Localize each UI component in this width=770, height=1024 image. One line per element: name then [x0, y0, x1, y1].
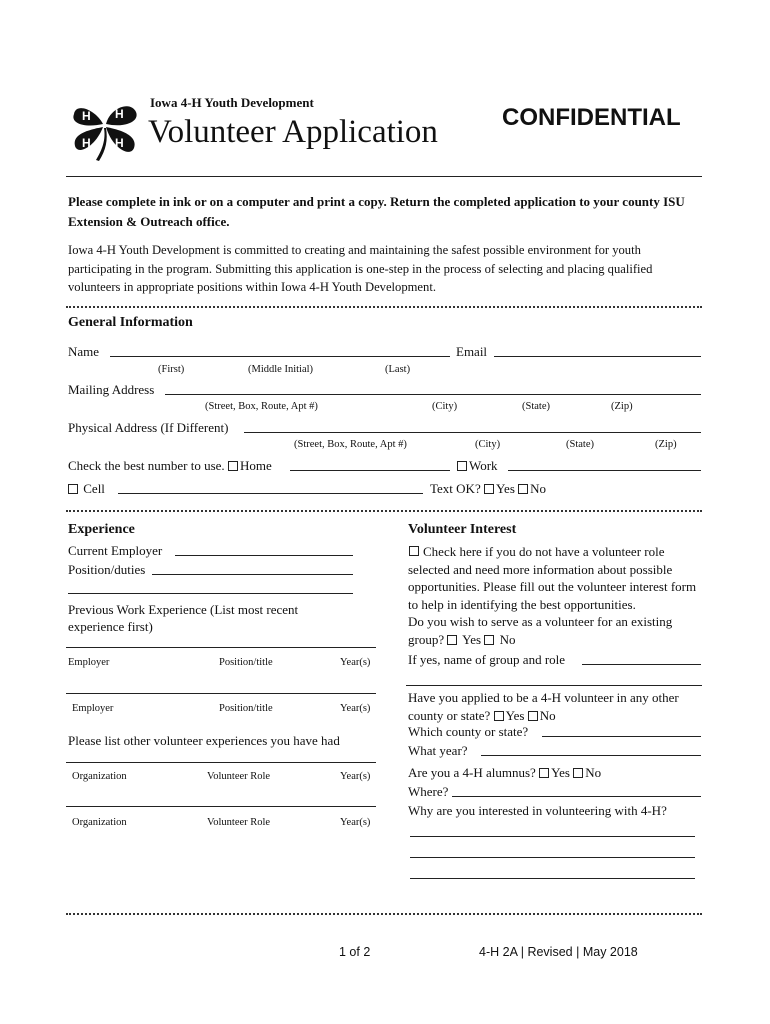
general-heading: General Information	[68, 315, 193, 330]
alumnus-yes-checkbox[interactable]	[539, 768, 549, 778]
which-county-label: Which county or state?	[408, 724, 529, 739]
mailing-sub-city: (City)	[432, 401, 458, 412]
position-duties-label: Position/duties	[68, 562, 146, 577]
group-role-label: If yes, name of group and role	[408, 652, 566, 667]
name-sub-middle: (Middle Initial)	[248, 364, 314, 375]
applied-no-checkbox[interactable]	[528, 711, 538, 721]
confidential-label: CONFIDENTIAL	[502, 104, 681, 131]
vol-col-role-1: Volunteer Role	[207, 771, 271, 782]
existing-yes-checkbox[interactable]	[447, 635, 457, 645]
footer-sep: |	[576, 945, 580, 959]
cell-checkbox[interactable]	[68, 484, 78, 494]
what-year-label: What year?	[408, 743, 468, 758]
cell-label: Cell	[83, 481, 105, 496]
work-option	[457, 458, 498, 474]
position-duties-field-2[interactable]	[68, 581, 353, 594]
why-label: Why are you interested in volunteering with 4-H?	[408, 803, 667, 818]
vol-row-2-line[interactable]	[66, 806, 376, 807]
existing-no-label: No	[499, 632, 516, 647]
page-number: 1 of 2	[339, 945, 371, 959]
home-phone-field[interactable]	[290, 458, 450, 471]
page-title: Volunteer Application	[148, 114, 438, 150]
section-divider	[66, 510, 702, 512]
existing-group-question	[408, 613, 700, 649]
name-sub-first: (First)	[158, 364, 185, 375]
name-field[interactable]	[110, 344, 450, 357]
mailing-sub-state: (State)	[522, 401, 550, 412]
experience-heading: Experience	[68, 522, 135, 537]
vol-row-1-line[interactable]	[66, 762, 376, 763]
org-name: Iowa 4-H Youth Development	[150, 95, 314, 110]
work-row-1-line[interactable]	[66, 647, 376, 648]
physical-address-field[interactable]	[244, 420, 701, 433]
text-ok-yes-checkbox[interactable]	[484, 484, 494, 494]
mailing-sub-street: (Street, Box, Route, Apt #)	[205, 401, 318, 412]
mailing-sub-zip: (Zip)	[611, 401, 633, 412]
svg-text:H: H	[82, 136, 91, 150]
vol-col-years-2: Year(s)	[340, 817, 371, 828]
alumnus-label: Are you a 4-H alumnus?	[408, 765, 536, 780]
section-divider	[66, 913, 702, 915]
work-label: Work	[469, 458, 498, 473]
applied-question	[408, 689, 702, 725]
cell-option	[68, 481, 105, 497]
work-col-employer-2: Employer	[72, 703, 114, 714]
what-year-field[interactable]	[481, 743, 701, 756]
applied-yes-checkbox[interactable]	[494, 711, 504, 721]
current-employer-field[interactable]	[175, 543, 353, 556]
vol-col-org-2: Organization	[72, 817, 127, 828]
header-divider	[66, 176, 702, 177]
form-revision	[479, 945, 638, 959]
need-info-text: Check here if you do not have a volunteer role selected and need more information about possible opportunities. Please fill out the volunteer interest form to help in identifying the best opportunities.	[408, 544, 697, 612]
alumnus-no-checkbox[interactable]	[573, 768, 583, 778]
svg-text:H: H	[82, 109, 91, 123]
mailing-address-field[interactable]	[165, 382, 701, 395]
home-label: Home	[239, 458, 272, 473]
work-phone-field[interactable]	[508, 458, 701, 471]
check-number-row	[68, 458, 272, 474]
name-sub-last: (Last)	[385, 364, 411, 375]
physical-sub-street: (Street, Box, Route, Apt #)	[294, 439, 407, 450]
mailing-label: Mailing Address	[68, 382, 155, 397]
text-ok-no-label: No	[530, 481, 547, 496]
group-role-field-2[interactable]	[406, 685, 702, 686]
form-id: 4-H 2A	[479, 945, 518, 959]
section-divider	[66, 306, 702, 308]
work-checkbox[interactable]	[457, 461, 467, 471]
svg-text:H: H	[115, 107, 124, 121]
work-col-years-2: Year(s)	[340, 703, 371, 714]
physical-sub-zip: (Zip)	[655, 439, 677, 450]
name-label: Name	[68, 344, 100, 359]
check-number-label: Check the best number to use.	[68, 458, 225, 473]
physical-sub-city: (City)	[475, 439, 501, 450]
text-ok-row	[430, 481, 546, 497]
intro-paragraph: Iowa 4-H Youth Development is committed to creating and maintaining the safest possible environment for youth participating in the program. Submitting this application is one-step in the process of selecting and placing qualified volunteers in appropriate positions within Iowa 4-H Youth Development.	[68, 243, 653, 294]
why-field-3[interactable]	[410, 866, 695, 879]
footer-sep: |	[520, 945, 524, 959]
alumnus-no-label: No	[585, 765, 602, 780]
position-duties-field[interactable]	[152, 562, 353, 575]
current-employer-label: Current Employer	[68, 543, 163, 558]
existing-group-label: Do you wish to serve as a volunteer for an existing group?	[408, 614, 673, 647]
alumnus-question	[408, 765, 601, 781]
svg-text:H: H	[115, 136, 124, 150]
vol-col-role-2: Volunteer Role	[207, 817, 271, 828]
applied-no-label: No	[539, 708, 556, 723]
where-label: Where?	[408, 784, 449, 799]
cell-phone-field[interactable]	[118, 481, 423, 494]
physical-sub-state: (State)	[566, 439, 594, 450]
applied-label: Have you applied to be a 4-H volunteer in any other county or state?	[408, 690, 679, 723]
group-role-field[interactable]	[582, 652, 701, 665]
work-row-2-line[interactable]	[66, 693, 376, 694]
home-checkbox[interactable]	[228, 461, 238, 471]
email-field[interactable]	[494, 344, 701, 357]
text-ok-label: Text OK?	[430, 481, 481, 496]
physical-label: Physical Address (If Different)	[68, 420, 229, 435]
other-volunteer-label: Please list other volunteer experiences you have had	[68, 733, 340, 748]
revised-label: Revised	[527, 945, 573, 959]
work-col-employer-1: Employer	[68, 657, 110, 668]
work-col-position-1: Position/title	[219, 657, 273, 668]
why-field-2[interactable]	[410, 845, 695, 858]
work-col-position-2: Position/title	[219, 703, 273, 714]
existing-no-checkbox[interactable]	[484, 635, 494, 645]
why-field-1[interactable]	[410, 824, 695, 837]
email-label: Email	[456, 344, 488, 359]
work-col-years-1: Year(s)	[340, 657, 371, 668]
existing-yes-label: Yes	[462, 632, 482, 647]
revision-date: May 2018	[582, 945, 638, 959]
text-ok-yes-label: Yes	[495, 481, 515, 496]
instructions: Please complete in ink or on a computer and print a copy. Return the completed application to your county ISU Extension & Outreach office.	[68, 194, 685, 229]
clover-logo-icon	[66, 90, 144, 162]
previous-experience-label: Previous Work Experience (List most recent experience first)	[68, 602, 299, 634]
interest-heading: Volunteer Interest	[408, 522, 517, 537]
vol-col-org-1: Organization	[72, 771, 127, 782]
applied-yes-label: Yes	[505, 708, 525, 723]
which-county-field[interactable]	[542, 724, 701, 737]
alumnus-yes-label: Yes	[551, 765, 570, 780]
vol-col-years-1: Year(s)	[340, 771, 371, 782]
where-field[interactable]	[452, 784, 701, 797]
text-ok-no-checkbox[interactable]	[518, 484, 528, 494]
